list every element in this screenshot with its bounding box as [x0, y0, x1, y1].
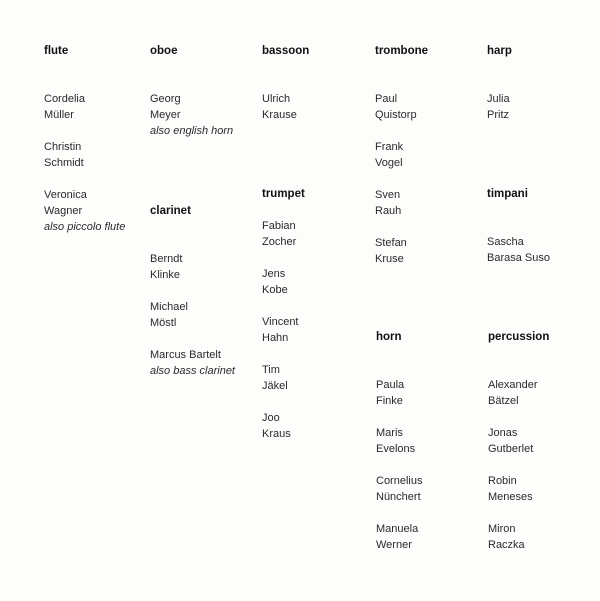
member-first-name: Robin	[488, 475, 517, 487]
member-first-name: Frank	[375, 141, 404, 153]
member-first-name: Miron	[488, 523, 516, 535]
section-harp	[487, 43, 600, 139]
member-frank-vogel	[375, 139, 495, 171]
member-last-name: Müller	[44, 109, 74, 121]
member-first-name: Alexander	[488, 379, 538, 391]
member-first-name: Cornelius	[376, 475, 423, 487]
member-last-name: Klinke	[150, 269, 180, 281]
member-last-name: Meneses	[488, 491, 533, 503]
member-manuela-werner	[376, 521, 496, 553]
member-last-name: Jäkel	[262, 380, 288, 392]
member-michael-moestl	[150, 299, 270, 331]
member-last-name: Raczka	[488, 539, 525, 551]
member-first-name: Julia	[487, 93, 510, 105]
member-fabian-zocher	[262, 218, 382, 250]
member-cornelius-nuenchert	[376, 473, 496, 505]
member-last-name: Zocher	[262, 236, 297, 248]
member-last-name: Vogel	[375, 157, 403, 169]
member-last-name: Rauh	[375, 205, 402, 217]
member-julia-pritz	[487, 91, 600, 123]
member-first-name: Sven	[375, 189, 401, 201]
section-flute	[44, 43, 164, 251]
member-berndt-klinke	[150, 251, 270, 283]
member-last-name: Finke	[376, 395, 403, 407]
section-heading-harp: harp	[487, 45, 512, 57]
member-first-name: Manuela	[376, 523, 419, 535]
section-percussion	[488, 329, 600, 569]
member-first-name: Ulrich	[262, 93, 291, 105]
member-last-name: Barasa Suso	[487, 252, 550, 264]
member-veronica-wagner	[44, 187, 164, 235]
section-trombone	[375, 43, 495, 283]
section-oboe	[150, 43, 270, 155]
member-joo-kraus	[262, 410, 382, 442]
member-last-name: Schmidt	[44, 157, 84, 169]
member-first-name: Veronica	[44, 189, 87, 201]
section-heading-flute: flute	[44, 45, 69, 57]
member-jens-kobe	[262, 266, 382, 298]
member-first-name: Joo	[262, 412, 280, 424]
section-heading-bassoon: bassoon	[262, 45, 310, 57]
member-first-name: Georg	[150, 93, 181, 105]
section-bassoon	[262, 43, 382, 139]
member-first-name: Tim	[262, 364, 280, 376]
member-ulrich-krause	[262, 91, 382, 123]
member-last-name: Werner	[376, 539, 412, 551]
member-first-name: Vincent	[262, 316, 299, 328]
member-name: Marcus Bartelt	[150, 349, 221, 361]
member-paula-finke	[376, 377, 496, 409]
section-horn	[376, 329, 496, 569]
member-last-name: Bätzel	[488, 395, 519, 407]
member-note: also piccolo flute	[44, 221, 126, 233]
member-first-name: Christin	[44, 141, 82, 153]
member-first-name: Michael	[150, 301, 188, 313]
member-last-name: Evelons	[376, 443, 416, 455]
section-heading-percussion: percussion	[488, 331, 550, 343]
member-first-name: Fabian	[262, 220, 296, 232]
member-maris-evelons	[376, 425, 496, 457]
member-first-name: Berndt	[150, 253, 183, 265]
member-last-name: Nünchert	[376, 491, 421, 503]
member-tim-jaekel	[262, 362, 382, 394]
section-heading-clarinet: clarinet	[150, 205, 191, 217]
member-first-name: Paul	[375, 93, 398, 105]
member-last-name: Quistorp	[375, 109, 417, 121]
member-christin-schmidt	[44, 139, 164, 171]
member-first-name: Sascha	[487, 236, 524, 248]
member-first-name: Maris	[376, 427, 403, 439]
member-georg-meyer	[150, 91, 270, 139]
member-last-name: Kruse	[375, 253, 404, 265]
member-last-name: Hahn	[262, 332, 289, 344]
member-paul-quistorp	[375, 91, 495, 123]
member-alexander-baetzel	[488, 377, 600, 409]
section-clarinet	[150, 203, 270, 395]
member-last-name: Wagner	[44, 205, 83, 217]
section-heading-timpani: timpani	[487, 188, 528, 200]
member-jonas-gutberlet	[488, 425, 600, 457]
section-heading-oboe: oboe	[150, 45, 178, 57]
member-sven-rauh	[375, 187, 495, 219]
member-note: also bass clarinet	[150, 365, 235, 377]
member-last-name: Krause	[262, 109, 297, 121]
member-marcus-bartelt	[150, 347, 270, 379]
member-last-name: Möstl	[150, 317, 177, 329]
member-vincent-hahn	[262, 314, 382, 346]
member-last-name: Kraus	[262, 428, 291, 440]
section-heading-trumpet: trumpet	[262, 188, 305, 200]
member-first-name: Jonas	[488, 427, 518, 439]
member-cordelia-mueller	[44, 91, 164, 123]
member-last-name: Kobe	[262, 284, 288, 296]
member-first-name: Stefan	[375, 237, 407, 249]
member-sascha-barasa-suso	[487, 234, 600, 266]
member-stefan-kruse	[375, 235, 495, 267]
member-miron-raczka	[488, 521, 600, 553]
section-heading-trombone: trombone	[375, 45, 429, 57]
section-timpani	[487, 186, 600, 282]
member-first-name: Cordelia	[44, 93, 85, 105]
member-last-name: Meyer	[150, 109, 181, 121]
member-note: also english horn	[150, 125, 234, 137]
member-first-name: Paula	[376, 379, 405, 391]
member-first-name: Jens	[262, 268, 286, 280]
member-robin-meneses	[488, 473, 600, 505]
member-last-name: Pritz	[487, 109, 509, 121]
section-trumpet	[262, 186, 382, 458]
section-heading-horn: horn	[376, 331, 402, 343]
member-last-name: Gutberlet	[488, 443, 534, 455]
